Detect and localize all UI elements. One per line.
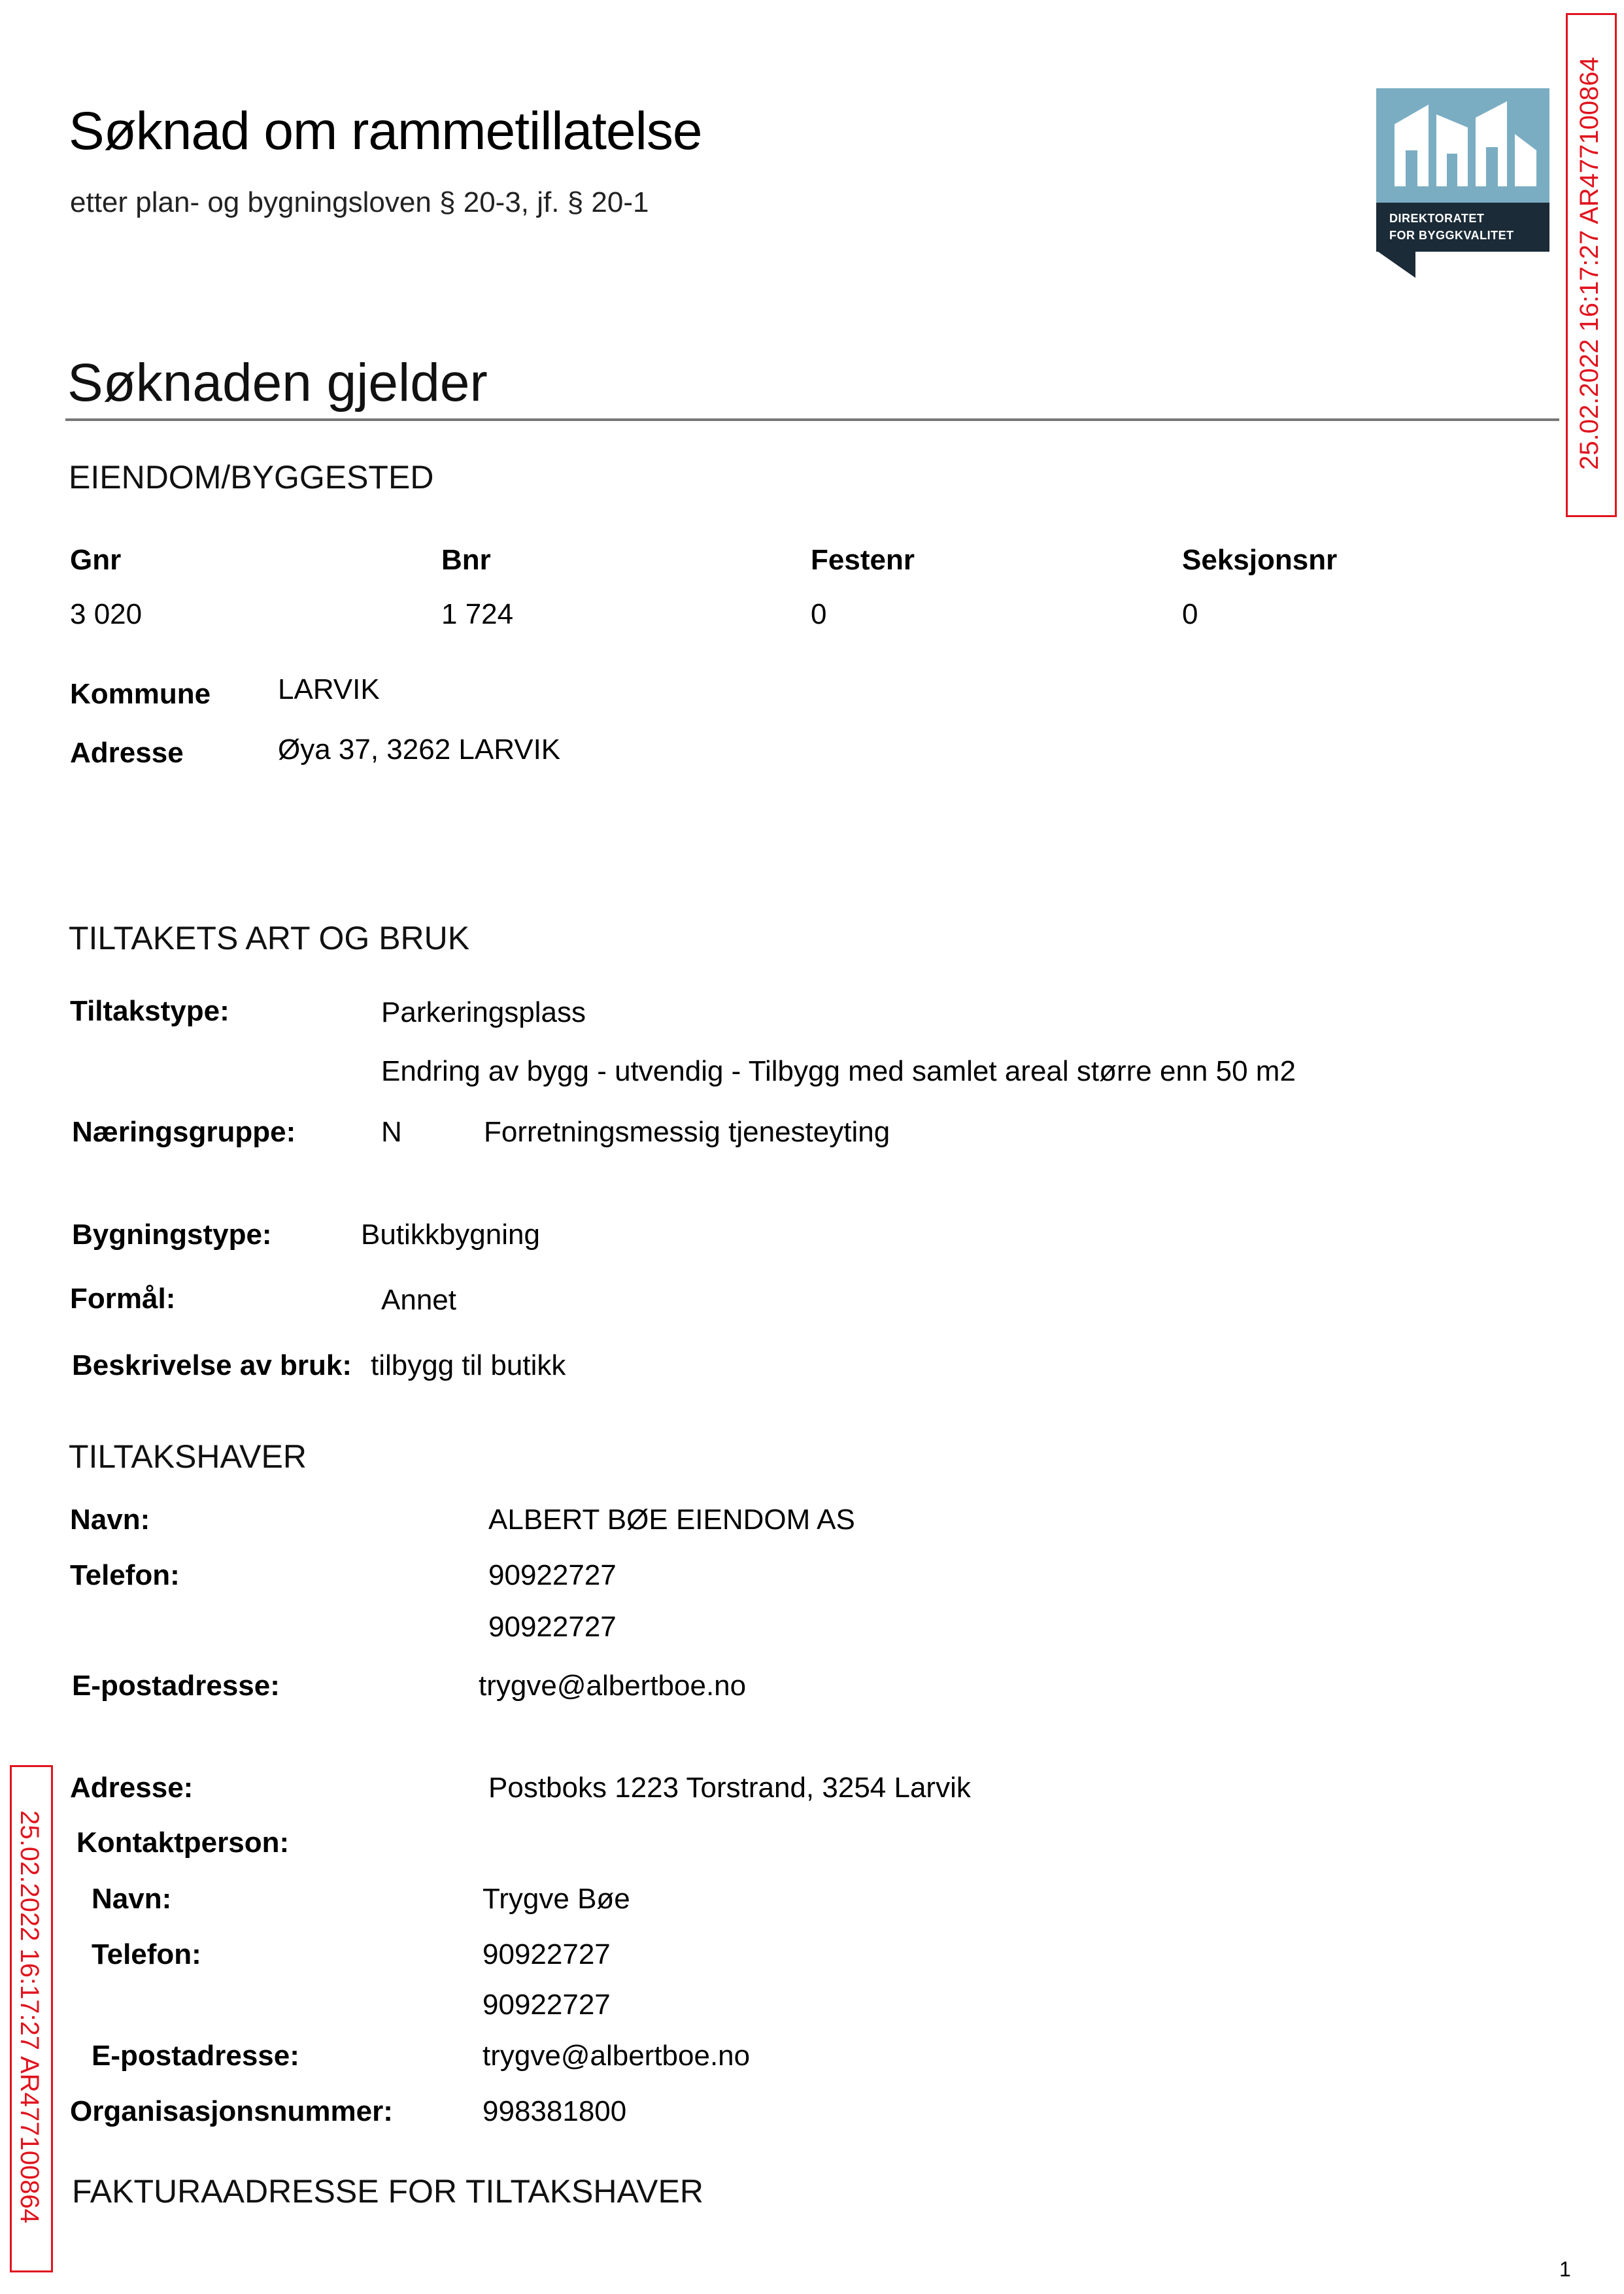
gnr-label: Gnr bbox=[70, 544, 122, 576]
tiltakshaver-adresse-value: Postboks 1223 Torstrand, 3254 Larvik bbox=[488, 1772, 971, 1804]
naeringsgruppe-label: Næringsgruppe: bbox=[72, 1116, 296, 1148]
seksjonsnr-label: Seksjonsnr bbox=[1182, 544, 1338, 576]
kontakt-navn-label: Navn: bbox=[92, 1883, 172, 1915]
tiltakshaver-telefon-value-2: 90922727 bbox=[488, 1611, 617, 1643]
stamp-text-left: 25.02.2022 16:17:27 AR477100864 bbox=[15, 1810, 44, 2223]
festenr-label: Festenr bbox=[811, 544, 915, 576]
logo-text-panel bbox=[1376, 203, 1549, 252]
adresse-value: Øya 37, 3262 LARVIK bbox=[278, 734, 561, 766]
beskrivelse-label: Beskrivelse av bruk: bbox=[72, 1349, 352, 1381]
page-subtitle: etter plan- og bygningsloven § 20-3, jf. § 20-1 bbox=[70, 186, 649, 218]
section-title: Søknaden gjelder bbox=[67, 353, 488, 413]
bygningstype-value: Butikkbygning bbox=[361, 1219, 540, 1251]
logo-line1: DIREKTORATET bbox=[1389, 212, 1485, 225]
kontaktperson-label: Kontaktperson: bbox=[76, 1827, 290, 1859]
tiltakstype-label: Tiltakstype: bbox=[70, 995, 229, 1027]
tiltakshaver-epost-label: E-postadresse: bbox=[72, 1670, 280, 1702]
gnr-value: 3 020 bbox=[70, 598, 143, 630]
section-divider bbox=[65, 418, 1559, 421]
tiltakshaver-heading: TILTAKSHAVER bbox=[69, 1438, 307, 1475]
adresse-label: Adresse bbox=[70, 737, 184, 769]
logo-building-icon bbox=[1376, 88, 1549, 203]
bnr-value: 1 724 bbox=[441, 598, 514, 630]
naeringsgruppe-value: Forretningsmessig tjenesteyting bbox=[484, 1116, 890, 1148]
faktura-heading: FAKTURAADRESSE FOR TILTAKSHAVER bbox=[72, 2173, 703, 2210]
orgnr-label: Organisasjonsnummer: bbox=[70, 2095, 393, 2127]
eiendom-heading: EIENDOM/BYGGESTED bbox=[69, 459, 434, 496]
tiltakshaver-telefon-label: Telefon: bbox=[70, 1559, 180, 1591]
tiltakstype-value-2: Endring av bygg - utvendig - Tilbygg med samlet areal større enn 50 m2 bbox=[381, 1055, 1296, 1087]
logo-ribbon-tail bbox=[1376, 250, 1415, 278]
stamp-text-right: 25.02.2022 16:17:27 AR477100864 bbox=[1575, 57, 1604, 470]
beskrivelse-value: tilbygg til butikk bbox=[371, 1349, 566, 1381]
tiltakshaver-epost-value: trygve@albertboe.no bbox=[479, 1670, 747, 1702]
kontakt-epost-value: trygve@albertboe.no bbox=[482, 2040, 751, 2072]
tiltakshaver-adresse-label: Adresse: bbox=[70, 1772, 194, 1804]
formal-label: Formål: bbox=[70, 1283, 176, 1315]
orgnr-value: 998381800 bbox=[482, 2095, 627, 2127]
seksjonsnr-value: 0 bbox=[1182, 598, 1198, 630]
page-title: Søknad om rammetillatelse bbox=[69, 101, 702, 161]
tiltak-heading: TILTAKETS ART OG BRUK bbox=[69, 920, 470, 956]
tiltakshaver-navn-label: Navn: bbox=[70, 1504, 150, 1536]
bnr-label: Bnr bbox=[441, 544, 491, 576]
bygningstype-label: Bygningstype: bbox=[72, 1219, 272, 1251]
formal-value: Annet bbox=[381, 1284, 456, 1316]
kontakt-telefon-label: Telefon: bbox=[92, 1938, 201, 1970]
kontakt-epost-label: E-postadresse: bbox=[92, 2040, 299, 2072]
festenr-value: 0 bbox=[811, 598, 827, 630]
logo-line2: FOR BYGGKVALITET bbox=[1389, 229, 1514, 242]
page-number: 1 bbox=[1559, 2257, 1571, 2281]
kontakt-navn-value: Trygve Bøe bbox=[482, 1883, 630, 1915]
tiltakstype-value-1: Parkeringsplass bbox=[381, 996, 586, 1028]
kommune-label: Kommune bbox=[70, 678, 211, 710]
kontakt-telefon-value-1: 90922727 bbox=[482, 1938, 611, 1970]
kommune-value: LARVIK bbox=[278, 673, 380, 705]
tiltakshaver-navn-value: ALBERT BØE EIENDOM AS bbox=[488, 1504, 855, 1536]
kontakt-telefon-value-2: 90922727 bbox=[482, 1989, 611, 2021]
tiltakshaver-telefon-value-1: 90922727 bbox=[488, 1559, 617, 1591]
naeringsgruppe-code: N bbox=[381, 1116, 402, 1148]
dibk-logo bbox=[1376, 88, 1549, 278]
